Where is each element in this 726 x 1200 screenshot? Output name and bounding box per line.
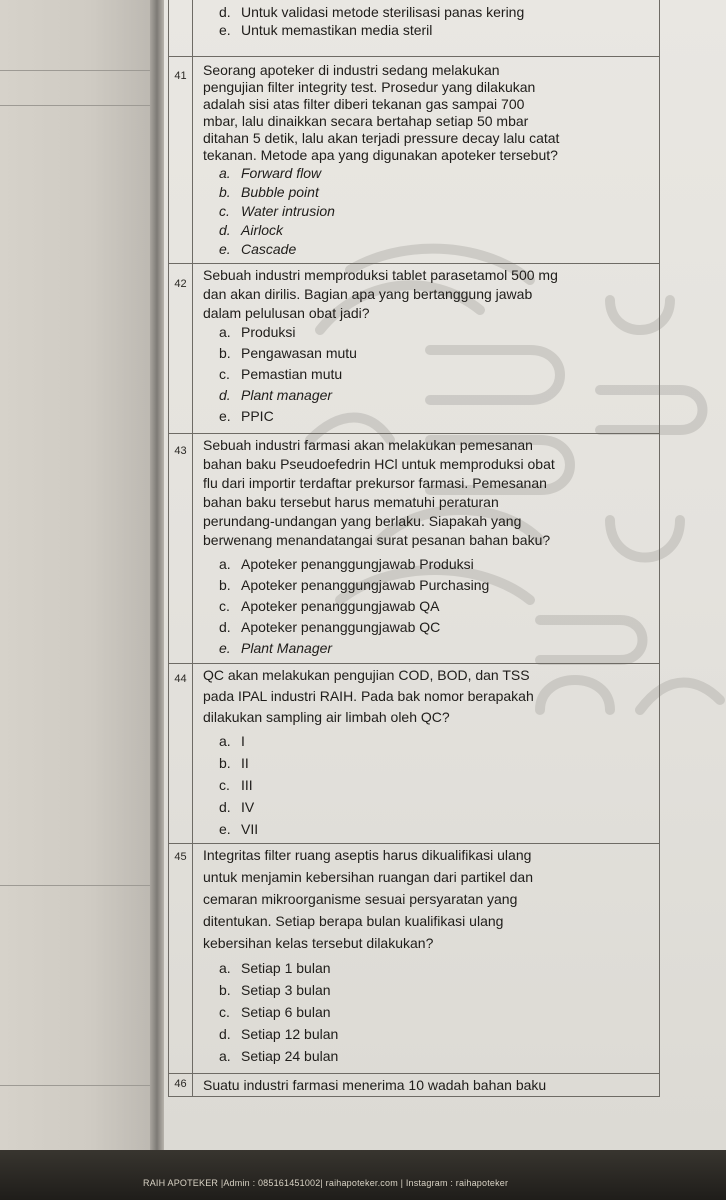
- row-divider: [169, 663, 659, 664]
- question-stem-line: pada IPAL industri RAIH. Pada bak nomor berapakah: [203, 688, 534, 704]
- page-rule: [0, 1085, 150, 1086]
- row-divider: [169, 433, 659, 434]
- option-b: b. Apoteker penanggungjawab Purchasing: [219, 577, 490, 593]
- footer-text: RAIH APOTEKER |Admin : 085161451002| raihapoteker.com | Instagram : raihapoteker: [143, 1178, 509, 1188]
- row-divider: [169, 843, 659, 844]
- option-e: e. Cascade: [219, 241, 297, 257]
- book-gutter: [150, 0, 164, 1200]
- option-c: c. Water intrusion: [219, 203, 335, 219]
- option-a: a. I: [219, 733, 245, 749]
- question-number: 44: [174, 673, 187, 685]
- option-a: a. Apoteker penanggungjawab Produksi: [219, 556, 474, 572]
- option-c: c. Apoteker penanggungjawab QA: [219, 598, 440, 614]
- question-stem-line: untuk menjamin kebersihan ruangan dari partikel dan: [203, 869, 533, 885]
- option-c: c. Pemastian mutu: [219, 366, 343, 382]
- question-stem-line: QC akan melakukan pengujian COD, BOD, dan TSS: [203, 667, 530, 683]
- question-stem-line: dalam pelulusan obat jadi?: [203, 305, 370, 321]
- option-c: c. Setiap 6 bulan: [219, 1004, 331, 1020]
- question-stem-line: tekanan. Metode apa yang digunakan apoteker tersebut?: [203, 147, 558, 163]
- question-stem-line: bahan baku tersebut harus mematuhi peraturan: [203, 494, 499, 510]
- option-d: d. IV: [219, 799, 255, 815]
- question-stem-line: ditentukan. Setiap berapa bulan kualifikasi ulang: [203, 913, 504, 929]
- row-divider: [169, 1073, 659, 1074]
- option-a: a. Forward flow: [219, 165, 322, 181]
- question-number: 42: [174, 278, 187, 290]
- question-stem-line: Seorang apoteker di industri sedang melakukan: [203, 62, 500, 78]
- question-stem-line: dan akan dirilis. Bagian apa yang bertanggung jawab: [203, 286, 533, 302]
- question-number: 46: [174, 1078, 187, 1090]
- option-e: e. PPIC: [219, 408, 274, 424]
- option-e: e. Plant Manager: [219, 640, 333, 656]
- option-b: b. Pengawasan mutu: [219, 345, 357, 361]
- number-column-divider: [192, 0, 193, 1097]
- option-d: d. Apoteker penanggungjawab QC: [219, 619, 441, 635]
- row-divider: [169, 263, 659, 264]
- page-bottom-edge: [0, 1150, 726, 1200]
- question-stem-line: adalah sisi atas filter diberi tekanan gas sampai 700: [203, 96, 525, 112]
- question-table: [168, 0, 660, 1097]
- page-rule: [0, 885, 150, 886]
- previous-page: [0, 0, 150, 1200]
- question-stem-line: perundang-undangan yang berlaku. Siapakah yang: [203, 513, 522, 529]
- question-stem-line: Sebuah industri memproduksi tablet parasetamol 500 mg: [203, 267, 558, 283]
- question-number: 43: [174, 445, 187, 457]
- question-stem-line: dilakukan sampling air limbah oleh QC?: [203, 709, 450, 725]
- question-stem-line: bahan baku Pseudoefedrin HCl untuk memproduksi obat: [203, 456, 555, 472]
- option-b: b. Setiap 3 bulan: [219, 982, 331, 998]
- question-stem-line: Integritas filter ruang aseptis harus dikualifikasi ulang: [203, 847, 532, 863]
- question-stem-line: mbar, lalu dinaikkan secara bertahap setiap 50 mbar: [203, 113, 529, 129]
- page-rule: [0, 70, 150, 71]
- option-d: d. Plant manager: [219, 387, 333, 403]
- option-b: b. Bubble point: [219, 184, 319, 200]
- option-c: c. III: [219, 777, 253, 793]
- option-d: d. Setiap 12 bulan: [219, 1026, 339, 1042]
- question-stem-line: pengujian filter integrity test. Prosedur yang dilakukan: [203, 79, 536, 95]
- option-e: e. Untuk memastikan media steril: [219, 22, 433, 38]
- option-e: a. Setiap 24 bulan: [219, 1048, 339, 1064]
- question-stem-line: berwenang menandatangai surat pesanan bahan baku?: [203, 532, 551, 548]
- question-stem-line: ditahan 5 detik, lalu akan terjadi pressure decay lalu catat: [203, 130, 560, 146]
- option-d: d. Airlock: [219, 222, 284, 238]
- question-stem-line: Suatu industri farmasi menerima 10 wadah bahan baku: [203, 1077, 547, 1093]
- question-number: 41: [174, 70, 187, 82]
- page-rule: [0, 105, 150, 106]
- option-a: a. Setiap 1 bulan: [219, 960, 331, 976]
- row-divider: [169, 1096, 659, 1097]
- question-stem-line: flu dari importir terdaftar prekursor farmasi. Pemesanan: [203, 475, 547, 491]
- option-d: d. Untuk validasi metode sterilisasi panas kering: [219, 4, 525, 20]
- question-number: 45: [174, 851, 187, 863]
- option-e: e. VII: [219, 821, 259, 837]
- row-divider: [169, 56, 659, 57]
- question-stem-line: kebersihan kelas tersebut dilakukan?: [203, 935, 434, 951]
- question-stem-line: cemaran mikroorganisme sesuai persyaratan yang: [203, 891, 518, 907]
- option-b: b. II: [219, 755, 249, 771]
- option-a: a. Produksi: [219, 324, 296, 340]
- question-stem-line: Sebuah industri farmasi akan melakukan pemesanan: [203, 437, 533, 453]
